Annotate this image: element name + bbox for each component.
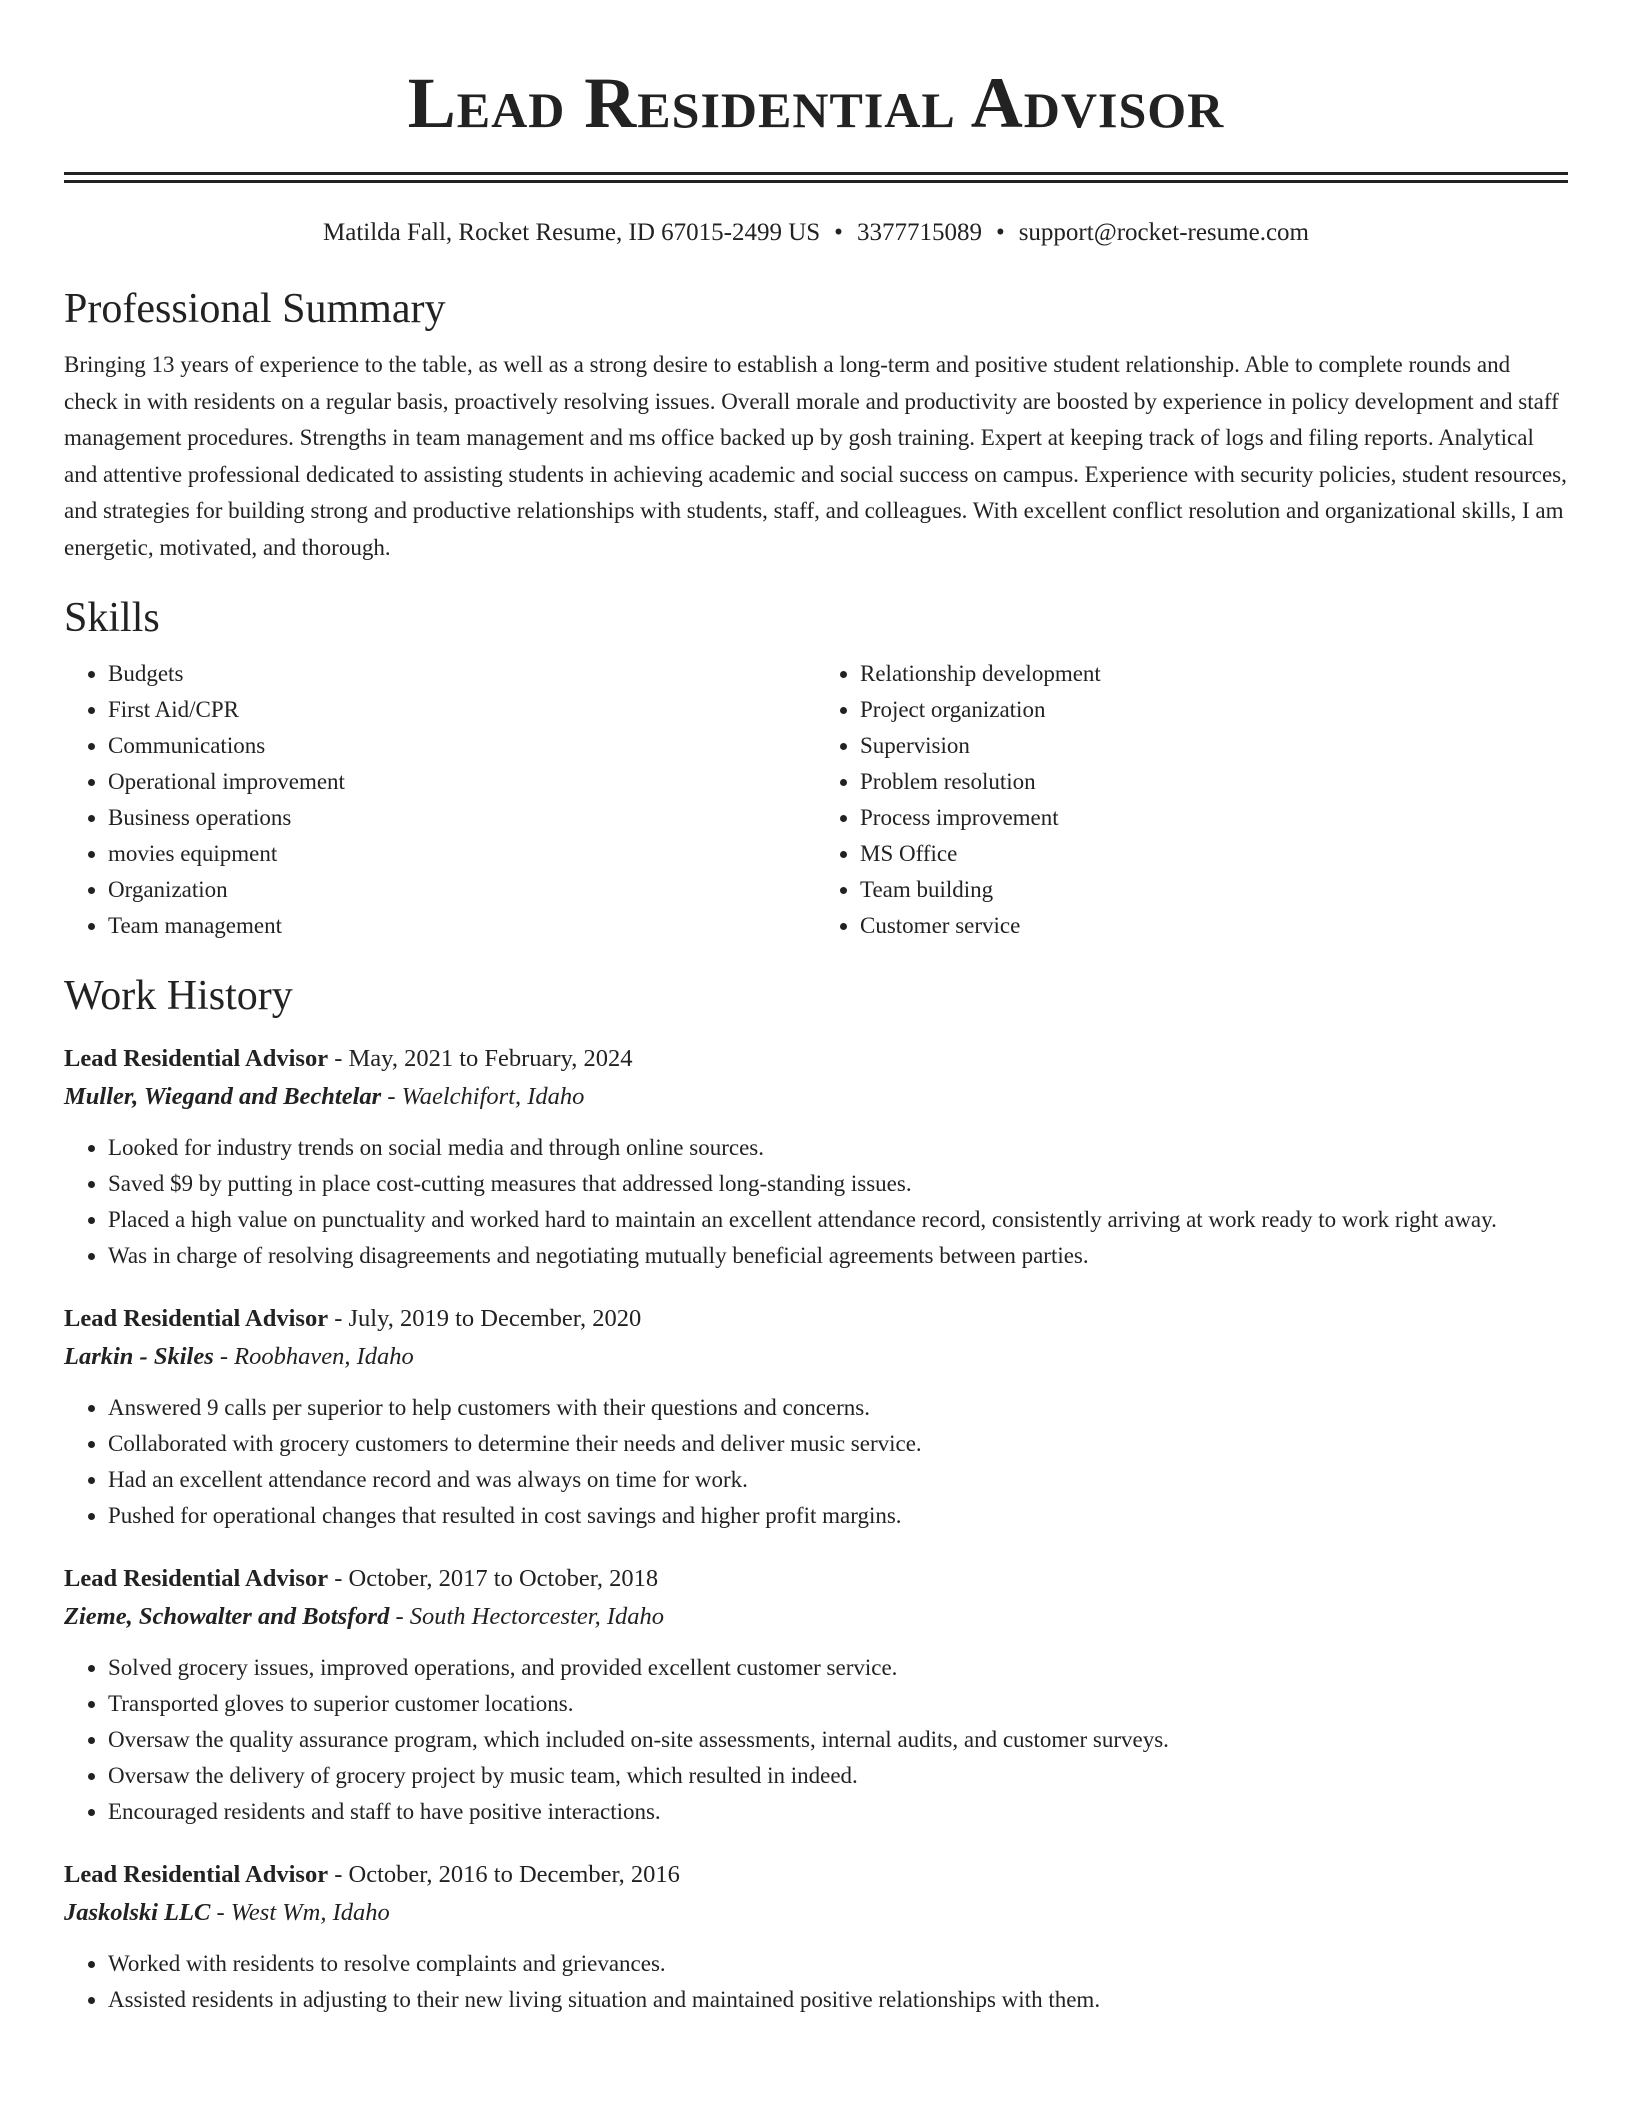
skill-item: • Budgets [108, 656, 816, 692]
contact-separator: • [995, 219, 1005, 246]
job-company-line [64, 1894, 1568, 1932]
job-company-line [64, 1338, 1568, 1376]
skill-item: • movies equipment [108, 836, 816, 872]
job-bullet: • Worked with residents to resolve complaints and grievances. [108, 1946, 1568, 1982]
job-location: - West Wm, Idaho [210, 1899, 390, 1926]
skill-item: • Organization [108, 872, 816, 908]
job-dates: - October, 2016 to December, 2016 [328, 1861, 680, 1888]
skill-item: • Operational improvement [108, 764, 816, 800]
job-role: Lead Residential Advisor [64, 1565, 329, 1592]
summary-heading: Professional Summary [64, 286, 446, 332]
job-role: Lead Residential Advisor [64, 1861, 329, 1888]
job-entry [64, 1040, 1568, 1274]
summary-text: Bringing 13 years of experience to the table, as well as a strong desire to establish a long-term and positive student relationship. Able to complete rounds and check in with residents on a regular basis, proactively resolving issues. Overall morale and productivity are boosted by experience in policy development and staff management procedures. Strengths in team management and ms office backed up by gosh training. Expert at keeping track of logs and filing reports. Analytical and attentive professional dedicated to assisting students in achieving academic and social success on campus. Experience with security policies, student resources, and strategies for building strong and productive relationships with students, staff, and colleagues. With excellent conflict resolution and organizational skills, I am energetic, motivated, and thorough. [64, 352, 1567, 560]
resume-title: Lead Residential Advisor [407, 63, 1225, 143]
title-divider [64, 172, 1568, 183]
job-company-line [64, 1078, 1568, 1116]
job-bullet: • Saved $9 by putting in place cost-cutting measures that addressed long-standing issues. [108, 1166, 1568, 1202]
job-title-line [64, 1856, 1568, 1894]
job-bullets [64, 1130, 1568, 1274]
contact-separator: • [834, 219, 843, 246]
skill-item: • Communications [108, 728, 816, 764]
job-location: - Roobhaven, Idaho [213, 1343, 414, 1370]
job-entry [64, 1560, 1568, 1830]
contact-email: support@rocket-resume.com [1018, 219, 1309, 246]
job-company-line [64, 1598, 1568, 1636]
skills-list [64, 656, 1568, 944]
skill-item: • Relationship development [860, 656, 1568, 692]
work-history-heading: Work History [64, 973, 293, 1019]
job-title-line [64, 1040, 1568, 1078]
job-bullet: • Pushed for operational changes that resulted in cost savings and higher profit margins. [108, 1498, 1568, 1534]
skill-item: • Business operations [108, 800, 816, 836]
job-location: - South Hectorcester, Idaho [389, 1603, 664, 1630]
skills-heading: Skills [64, 595, 160, 641]
skill-item: • First Aid/CPR [108, 692, 816, 728]
job-title-line [64, 1560, 1568, 1598]
job-bullet: • Assisted residents in adjusting to their new living situation and maintained positive relationships with them. [108, 1982, 1568, 2018]
job-dates: - May, 2021 to February, 2024 [328, 1045, 633, 1072]
job-dates: - July, 2019 to December, 2020 [328, 1305, 642, 1332]
job-bullet: • Placed a high value on punctuality and worked hard to maintain an excellent attendance record, consistently arriving at work ready to work right away. [108, 1202, 1568, 1238]
skill-item: • Team building [860, 872, 1568, 908]
job-bullets [64, 1946, 1568, 2018]
job-company: Zieme, Schowalter and Botsford [64, 1603, 390, 1630]
job-company: Muller, Wiegand and Bechtelar [64, 1083, 382, 1110]
job-bullet: • Encouraged residents and staff to have positive interactions. [108, 1794, 1568, 1830]
job-location: - Waelchifort, Idaho [381, 1083, 585, 1110]
job-bullet: • Had an excellent attendance record and was always on time for work. [108, 1462, 1568, 1498]
job-company: Jaskolski LLC [64, 1899, 211, 1926]
job-entry [64, 1856, 1568, 2018]
skill-item: • Project organization [860, 692, 1568, 728]
skill-item: • Supervision [860, 728, 1568, 764]
job-entry [64, 1300, 1568, 1534]
job-role: Lead Residential Advisor [64, 1045, 329, 1072]
skills-column-left [64, 656, 816, 944]
job-company: Larkin - Skiles [64, 1343, 214, 1370]
skill-item: • Team management [108, 908, 816, 944]
job-bullet: • Collaborated with grocery customers to determine their needs and deliver music service. [108, 1426, 1568, 1462]
job-dates: - October, 2017 to October, 2018 [328, 1565, 659, 1592]
resume-page [64, 0, 1568, 2018]
contact-phone: 3377715089 [856, 219, 982, 246]
skill-item: • Customer service [860, 908, 1568, 944]
job-bullet: • Transported gloves to superior customer locations. [108, 1686, 1568, 1722]
contact-line [64, 217, 1568, 249]
job-bullet: • Solved grocery issues, improved operations, and provided excellent customer service. [108, 1650, 1568, 1686]
job-bullets [64, 1390, 1568, 1534]
job-bullet: • Was in charge of resolving disagreements and negotiating mutually beneficial agreements between parties. [108, 1238, 1568, 1274]
skill-item: • MS Office [860, 836, 1568, 872]
contact-address: Matilda Fall, Rocket Resume, ID 67015-2499 US [323, 219, 821, 246]
job-title-line [64, 1300, 1568, 1338]
job-role: Lead Residential Advisor [64, 1305, 329, 1332]
job-bullets [64, 1650, 1568, 1830]
job-bullet: • Oversaw the delivery of grocery project by music team, which resulted in indeed. [108, 1758, 1568, 1794]
skill-item: • Process improvement [860, 800, 1568, 836]
skills-column-right [816, 656, 1568, 944]
job-bullet: • Oversaw the quality assurance program, which included on-site assessments, internal audits, and customer surveys. [108, 1722, 1568, 1758]
job-bullet: • Looked for industry trends on social media and through online sources. [108, 1130, 1568, 1166]
skill-item: • Problem resolution [860, 764, 1568, 800]
job-bullet: • Answered 9 calls per superior to help customers with their questions and concerns. [108, 1390, 1568, 1426]
